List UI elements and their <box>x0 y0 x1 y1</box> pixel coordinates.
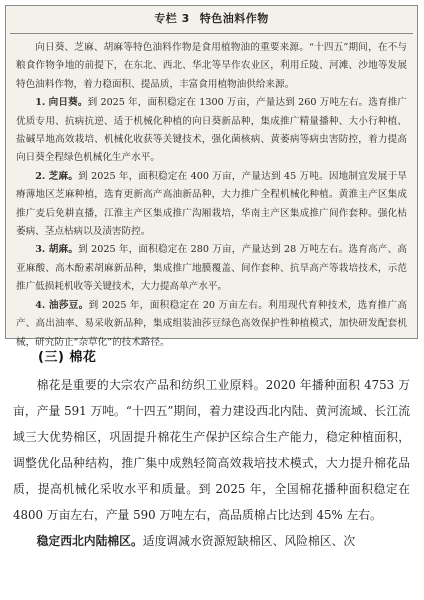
column-item-tiger-nut <box>16 297 407 352</box>
item-heading: 4. 油莎豆。 <box>35 299 89 311</box>
section-heading: (三) 棉花 <box>38 350 97 365</box>
main-text <box>13 372 410 554</box>
column-body <box>16 39 407 352</box>
item-text: 到 2025 年，面积稳定在 400 万亩，产量达到 45 万吨。因地制宜发展于旱瘠薄地区芝麻种植，选育更新高产高油新品种，大力推广全程机械化种植。黄淮主产区集成推广麦后免耕直播，江淮主产区集成推广沟厢栽培，华南主产区集成推广间作套种。强化枯萎病、茎点枯病以及渍害防控。 <box>16 170 407 238</box>
column-title <box>6 10 417 26</box>
paragraph-text: 适度调减水资源短缺棉区、风险棉区、次 <box>142 534 356 548</box>
item-heading: 3. 胡麻。 <box>35 244 79 256</box>
item-text: 到 2025 年，面积稳定在 280 万亩，产量达到 28 万吨左右。选育高产、高亚麻酸、高木酚素胡麻新品种，集成推广地膜覆盖、间作套种、抗旱高产等栽培技术，示范推广低损耗机收等关键技术，大力提高单产水平。 <box>16 244 407 293</box>
cotton-paragraph: 棉花是重要的大宗农产品和纺织工业原料。2020 年播种面积 4753 万亩，产量 591 万吨。“十四五”期间，着力建设西北内陆、黄河流域、长江流域三大优势棉区，巩固提升棉花生产保护区综合生产能力，稳定种植面积，调整优化品种结构，推广集中成熟轻简高效栽培技术模式，大力提升棉花品质，提高机械化采收水平和质量。到 2025 年，全国棉花播种面积稳定在 4800 万亩左右，产量 590 万吨左右，高品质棉占比达到 45% 左右。 <box>13 378 410 522</box>
northwest-paragraph <box>13 528 410 554</box>
item-text: 到 2025 年，面积稳定在 1300 万亩，产量达到 260 万吨左右。选育推广优质专用、抗病抗逆、适于机械化种植的向日葵新品种，集成推广精量播种、大小行种植、盐碱旱地高效栽培、机械化收获等关键技术，强化菌核病、黄萎病等病虫害防控，着力提高向日葵全程绿色机械化生产水平。 <box>16 97 407 164</box>
column-item-sunflower <box>16 94 407 168</box>
paragraph-lead: 稳定西北内陆棉区。 <box>36 534 143 548</box>
item-heading: 2. 芝麻。 <box>35 170 79 182</box>
item-heading: 1. 向日葵。 <box>35 97 88 109</box>
column-topic: 特色油料作物 <box>199 12 269 25</box>
column-item-flax <box>16 241 407 296</box>
column-divider <box>10 33 413 34</box>
column-item-sesame <box>16 168 407 242</box>
column-label: 专栏 3 <box>154 12 190 25</box>
special-column-box <box>5 5 418 348</box>
column-intro: 向日葵、芝麻、胡麻等特色油料作物是食用植物油的重要来源。“十四五”期间，在不与粮食作物争地的前提下，在东北、西北、华北等旱作农业区，利用丘陵、河滩、沙地等发展特色油料作物，着力稳面积、提品质，丰富食用植物油供给来源。 <box>16 42 407 90</box>
item-text: 到 2025 年，面积稳定在 20 万亩左右。利用现代育种技术，选育推广高产、高出油率、易采收新品种，集成组装油莎豆绿色高效保护性种植模式，加快研发配套机械，研究防止“杂草化”的技术路径。 <box>16 299 407 348</box>
